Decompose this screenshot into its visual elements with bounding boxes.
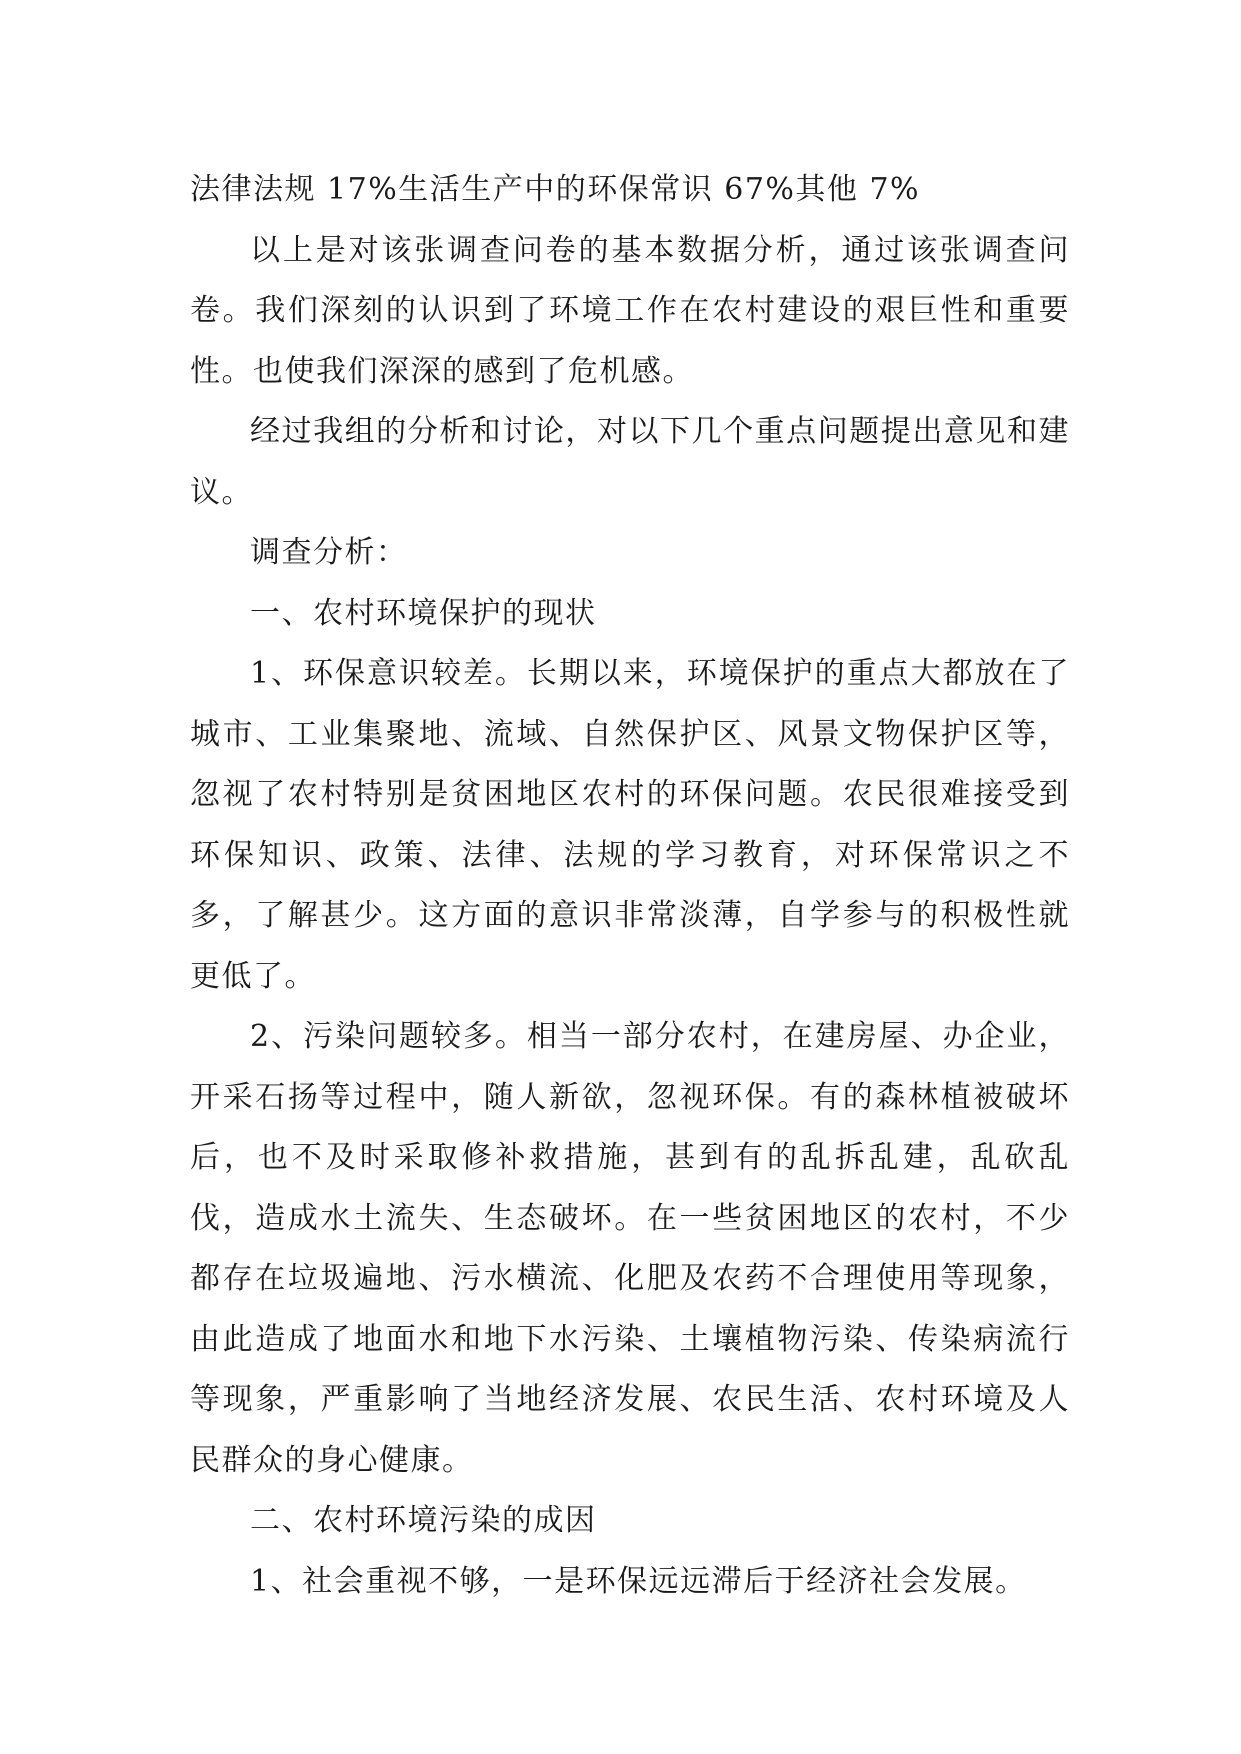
paragraph-social-attention: 1、社会重视不够，一是环保远远滞后于经济社会发展。 [250, 1563, 1027, 1599]
paragraph-awareness: 1、环保意识较差。长期以来，环境保护的重点大都放在了城市、工业集聚地、流域、自然保护区、风景文物保护区等，忽视了农村特别是贫困地区农村的环保问题。农民很难接受到环保知识、政策、法律、法规的学习教育，对环保常识之不多，了解甚少。这方面的意识非常淡薄，自学参与的积极性就更低了。 [190, 656, 1070, 994]
section-heading-pollution-causes: 二、农村环境污染的成因 [250, 1503, 597, 1538]
document-body [190, 160, 1070, 1612]
paragraph-pollution: 2、污染问题较多。相当一部分农村，在建房屋、办企业，开采石扬等过程中，随人新欲，忽视环保。有的森林植被破坏后，也不及时采取修补救措施，甚到有的乱拆乱建，乱砍乱伐，造成水土流失、生态破坏。在一些贫困地区的农村，不少都存在垃圾遍地、污水横流、化肥及农药不合理使用等现象，由此造成了地面水和地下水污染、土壤植物污染、传染病流行等现象，严重影响了当地经济发展、农民生活、农村环境及人民群众的身心健康。 [190, 1019, 1070, 1478]
section-heading-current-status: 一、农村环境保护的现状 [250, 595, 597, 631]
section-heading-survey-analysis: 调查分析： [250, 535, 408, 570]
paragraph-analysis-summary: 以上是对该张调查问卷的基本数据分析，通过该张调查问卷。我们深刻的认识到了环境工作在农村建设的艰巨性和重要性。也使我们深深的感到了危机感。 [190, 232, 1070, 389]
paragraph-survey-stats: 法律法规 17%生活生产中的环保常识 67%其他 7% [190, 172, 921, 207]
paragraph-discussion: 经过我组的分析和讨论，对以下几个重点问题提出意见和建议。 [190, 414, 1070, 510]
